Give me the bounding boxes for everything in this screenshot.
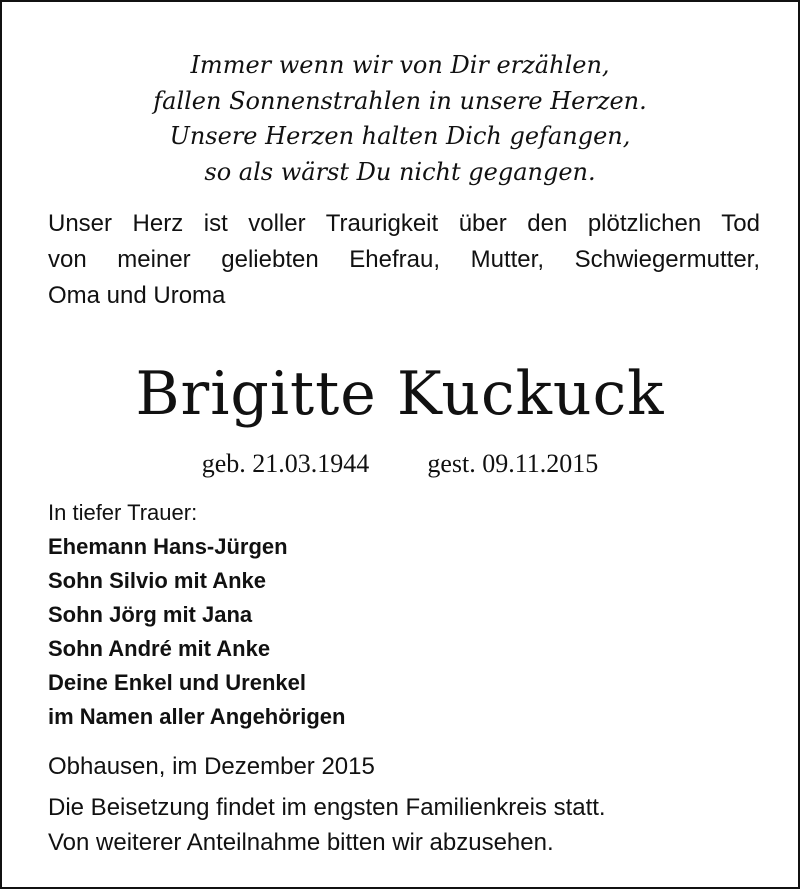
memorial-poem — [2, 48, 798, 190]
funeral-line: Von weiterer Anteilnahme bitten wir abzusehen. — [48, 829, 554, 856]
mourner: Ehemann Hans-Jürgen — [48, 534, 288, 559]
mourner: Sohn Jörg mit Jana — [48, 602, 253, 627]
mourner: Deine Enkel und Urenkel — [48, 670, 306, 695]
poem-line: Immer wenn wir von Dir erzählen, — [190, 51, 610, 79]
death-date: gest. 09.11.2015 — [427, 449, 599, 478]
mourners-heading: In tiefer Trauer: — [48, 500, 198, 525]
poem-line: Unsere Herzen halten Dich gefangen, — [169, 122, 631, 150]
deceased-name: Brigitte Kuckuck — [135, 359, 665, 429]
place-and-date: Obhausen, im Dezember 2015 — [48, 753, 375, 780]
poem-line: fallen Sonnenstrahlen in unsere Herzen. — [153, 86, 647, 115]
poem-line: so als wärst Du nicht gegangen. — [204, 157, 596, 186]
mourner: Sohn Silvio mit Anke — [48, 568, 266, 593]
funeral-line: Die Beisetzung findet im engsten Familienkreis statt. — [48, 794, 606, 821]
mourners-list — [48, 496, 345, 734]
mourner: im Namen aller Angehörigen — [48, 704, 346, 729]
intro-paragraph — [48, 206, 760, 314]
mourner: Sohn André mit Anke — [48, 636, 271, 661]
intro-line: Oma und Uroma — [48, 282, 226, 309]
intro-line: Unser Herz ist voller Traurigkeit über den plötzlichen Tod — [48, 210, 760, 237]
intro-line: von meiner geliebten Ehefrau, Mutter, Schwiegermutter, — [48, 246, 760, 273]
birth-date: geb. 21.03.1944 — [201, 449, 370, 478]
life-dates — [2, 448, 798, 480]
funeral-note — [48, 790, 606, 860]
